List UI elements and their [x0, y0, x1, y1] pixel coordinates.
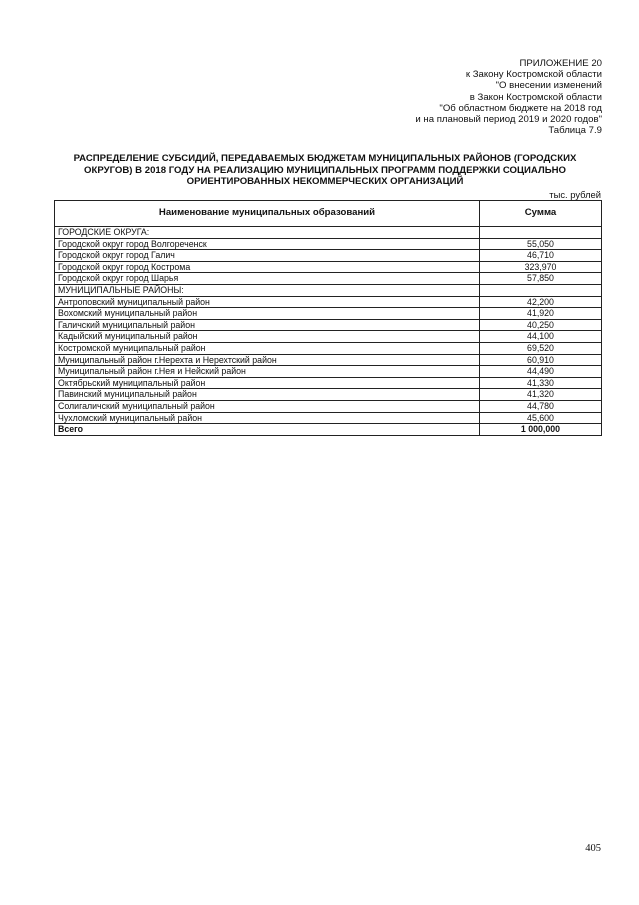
appendix-line: и на плановый период 2019 и 2020 годов"	[415, 114, 602, 126]
cell-municipality: Галичский муниципальный район	[55, 319, 480, 331]
title-line: ОРИЕНТИРОВАННЫХ НЕКОММЕРЧЕСКИХ ОРГАНИЗАЦИЙ	[186, 176, 464, 188]
cell-municipality: МУНИЦИПАЛЬНЫЕ РАЙОНЫ:	[55, 284, 480, 296]
cell-municipality: Муниципальный район г.Нерехта и Нерехтский район	[55, 354, 480, 366]
document-title	[55, 153, 595, 188]
appendix-line: "Об областном бюджете на 2018 год	[439, 102, 602, 114]
cell-municipality: Костромской муниципальный район	[55, 342, 480, 354]
table-header-row	[55, 201, 602, 227]
table-row	[55, 342, 602, 354]
cell-sum: 41,330	[480, 377, 602, 389]
appendix-line: в Закон Костромской области	[469, 91, 602, 103]
cell-municipality: Антроповский муниципальный район	[55, 296, 480, 308]
cell-municipality: Октябрьский муниципальный район	[55, 377, 480, 389]
cell-sum	[480, 284, 602, 296]
table-row	[55, 331, 602, 343]
cell-municipality: Вохомский муниципальный район	[55, 308, 480, 320]
table-row	[55, 319, 602, 331]
cell-sum: 44,490	[480, 366, 602, 378]
cell-municipality: Павинский муниципальный район	[55, 389, 480, 401]
cell-municipality: Городской округ город Кострома	[55, 261, 480, 273]
total-sum: 1 000,000	[480, 424, 602, 436]
title-line: ОКРУГОВ) В 2018 ГОДУ НА РЕАЛИЗАЦИЮ МУНИЦИПАЛЬНЫХ ПРОГРАММ ПОДДЕРЖКИ СОЦИАЛЬНО	[84, 164, 566, 176]
total-label: Всего	[55, 424, 480, 436]
cell-sum: 60,910	[480, 354, 602, 366]
cell-sum: 45,600	[480, 412, 602, 424]
table-row	[55, 296, 602, 308]
cell-sum	[480, 227, 602, 239]
appendix-line: ПРИЛОЖЕНИЕ 20	[519, 58, 602, 69]
cell-municipality: Солигаличский муниципальный район	[55, 400, 480, 412]
cell-municipality: Кадыйский муниципальный район	[55, 331, 480, 343]
table-row	[55, 366, 602, 378]
table-row	[55, 389, 602, 401]
page-number: 405	[585, 843, 601, 854]
column-header-name: Наименование муниципальных образований	[55, 201, 480, 227]
table-row	[55, 308, 602, 320]
cell-sum: 323,970	[480, 261, 602, 273]
cell-sum: 41,920	[480, 308, 602, 320]
column-header-sum: Сумма	[480, 201, 602, 227]
subsidy-table	[54, 200, 602, 436]
units-label: тыс. рублей	[549, 189, 601, 200]
cell-sum: 41,320	[480, 389, 602, 401]
total-row	[55, 424, 602, 436]
cell-municipality: Городской округ город Волгореченск	[55, 238, 480, 250]
cell-municipality: Городской округ город Шарья	[55, 273, 480, 285]
cell-municipality: ГОРОДСКИЕ ОКРУГА:	[55, 227, 480, 239]
cell-sum: 69,520	[480, 342, 602, 354]
table-row	[55, 354, 602, 366]
cell-sum: 42,200	[480, 296, 602, 308]
table-row	[55, 227, 602, 239]
cell-municipality: Чухломский муниципальный район	[55, 412, 480, 424]
cell-sum: 57,850	[480, 273, 602, 285]
table-number: Таблица 7.9	[548, 125, 602, 137]
appendix-line: к Закону Костромской области	[465, 69, 602, 81]
cell-sum: 40,250	[480, 319, 602, 331]
cell-sum: 44,100	[480, 331, 602, 343]
table-row	[55, 250, 602, 262]
cell-sum: 44,780	[480, 400, 602, 412]
cell-sum: 46,710	[480, 250, 602, 262]
appendix-header	[342, 58, 602, 136]
table-row	[55, 284, 602, 296]
cell-municipality: Муниципальный район г.Нея и Нейский район	[55, 366, 480, 378]
table-row	[55, 377, 602, 389]
table-row	[55, 412, 602, 424]
cell-municipality: Городской округ город Галич	[55, 250, 480, 262]
table-row	[55, 400, 602, 412]
title-line: РАСПРЕДЕЛЕНИЕ СУБСИДИЙ, ПЕРЕДАВАЕМЫХ БЮДЖЕТАМ МУНИЦИПАЛЬНЫХ РАЙОНОВ (ГОРОДСКИХ	[73, 153, 577, 164]
cell-sum: 55,050	[480, 238, 602, 250]
table-row	[55, 238, 602, 250]
appendix-line: "О внесении изменений	[495, 80, 602, 92]
table-row	[55, 273, 602, 285]
table-row	[55, 261, 602, 273]
table-body	[55, 227, 602, 436]
